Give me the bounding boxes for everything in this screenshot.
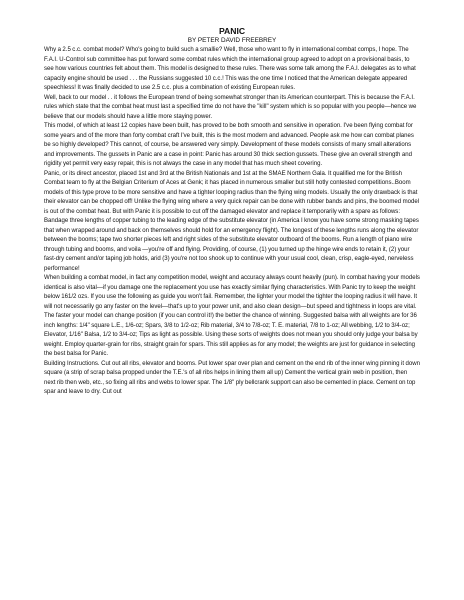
paragraph-weight-guidance: When building a combat model, in fact any competition model, weight and accuracy always count heavily (pun). In combat having your models identical is also vital—if you damage one the replacement you use has exactly similar flying characteristics. With Panic try to keep the weight below 161/2 ozs. If you use the following as guide you won't fail. Remember, the lighter your model the tighter the looping radius it will have. It will not necessarily go any faster on the level—that's up to your power unit, and also clean design—but speed and tightness in loops are vital. The faster your model can change position (if you can control it!) the better the chance of winning. Suggested balsa with all weights are for 36 inch lengths: 1/4" square L.E., 1/6-oz; Spars, 3/8 to 1/2-oz; Rib material, 3/4 to 7/8-oz; T. E. material, 7/8 to 1-oz; All webbing, 1/2 to 3/4-oz; Elevator, 1/16" Balsa, 1/2 to 3/4-oz; Tips as light as possible. Using these sorts of weights does not mean you should only judge your balsa by weight. Employ quarter-grain for ribs, straight grain for spars. This still applies as for any model; the weights are just for guidance in selecting the best balsa for Panic. (44, 275, 420, 357)
paragraph-intro: Why a 2.5 c.c. combat model? Who's going to build such a smallie? Well, those who want to fly in international combat comps, I hope. The F.A.I. U-Control sub committee has put forward some combat rules which the international group agreed to adopt on a provisional basis, to see how various countries felt about them. This model is designed to these rules. There was some talk among the F.A.I. delegates as to what capacity engine should be used . . . the Russians suggested 10 c.c.! This was the one time I noticed that the American delegate appeared speechless! It was finally decided to use 2.5 c.c. plus a combination of existing European rules. (44, 47, 416, 91)
paragraph-development: This model, of which at least 12 copies have been built, has proved to be both smooth and sensitive in operation. I've been flying combat for some years and of the more than forty combat craft I've built, this is the most modern and advanced. People ask me how can combat planes be so highly developed? This cannot, of course, be answered very simply. Development of these models consists of many small alterations and improvements. The gussets in Panic are a case in point: Panic has around 30 thick section gussets. These give an overall strength and rigidity yet permit very easy repair, this is not always the case in any model that has much sheet covering. (44, 123, 414, 167)
paragraph-competition-history: Panic, or its direct ancestor, placed 1st and 3rd at the British Nationals and 1st at the SMAE Northern Gala. It qualified me for the British Combat team to fly at the Belgian Criterium of Aces at Genk; it has placed in numerous smaller but still hotly contested competitions..Boom models of this type prove to be more sensitive and have a tighter looping radius than the flying wing models. Usually the only drawback is that their elevator can be chopped off! Unlike the flying wing where a very quick repair can be done with rubber bands and pins, the boomed model is out of the combat heat. But with Panic it is possible to cut off the damaged elevator and replace it temporarily with a spare as follows: Bandage three lengths of copper tubing to the leading edge of the substitute elevator (in America I know you have some strong masking tapes that when wrapped around and back on themselves should hold for an emergency flight). The longest of these lengths runs along the elevator between the booms; tape two shorter pieces left and right sides of the substitute elevator outboard of the booms. Run a length of piano wire through tubing and booms, and voila —you're off and flying. Providing, of course, (1) you turned up the hinge wire ends to retain it, (2) your fast-dry cement and/or taping job holds, arid (3) you're not too shook up to continue with your usual cool, clean, crisp, eagle-eyed, nerveless performance! (44, 170, 420, 272)
article-byline: BY PETER DAVID FREEBREY (187, 37, 277, 44)
article-title: PANIC (218, 26, 246, 36)
paragraph-building-instructions: Building Instructions. Cut out all ribs, elevator and booms. Put lower spar over plan and cement on the end rib of the inner wing pinning it down square (a strip of scrap balsa propped under the T.E.'s of all ribs helps in lining them all up) Cement the vertical grain web in position, then next rib then web, etc., so fixing all ribs and webs to lower spar. The 1/8" ply bellcrank support can also be cemented in place. Cement on top spar and leave to dry. Cut out (44, 360, 420, 395)
paragraph-back-to-model: Well, back to our model . . it follows the European trend of being somewhat stronger than its American counterpart. This is because the F.A.I. rules which state that the combat heat must last a specified time do not have the "kill" system which is so popular with you people—hence we believe that our models should have a little more staying power. (44, 94, 417, 120)
